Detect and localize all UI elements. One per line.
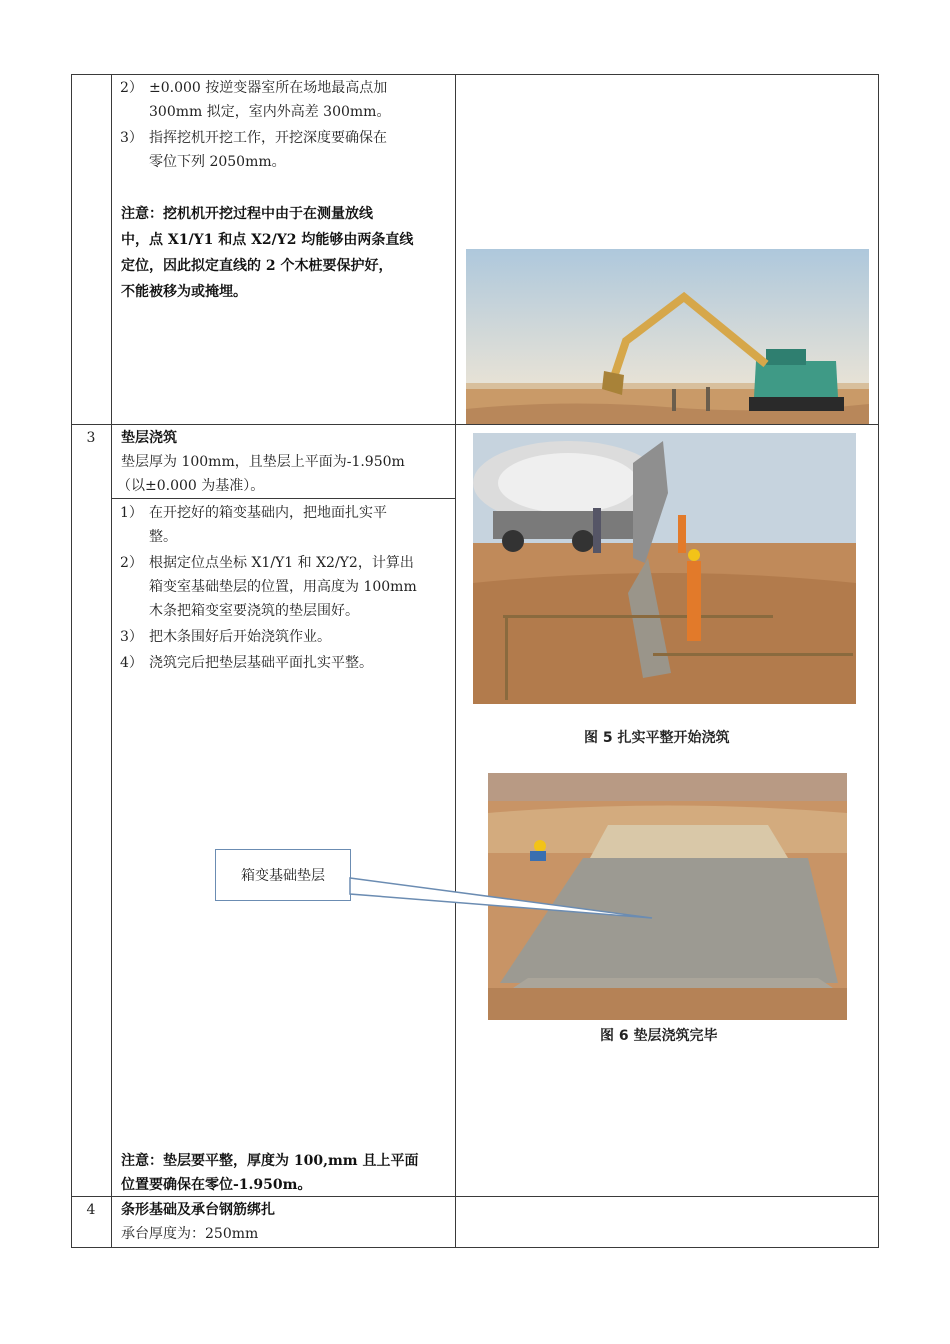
row3-step-2-line3: 木条把箱变室要浇筑的垫层围好。 <box>149 603 359 619</box>
row2-step-3-marker: 3） <box>120 130 143 146</box>
row3-step-1-line2: 整。 <box>149 529 177 545</box>
row2-note-line2: 中，点 X1/Y1 和点 X2/Y2 均能够由两条直线 <box>121 232 414 248</box>
row3-note-line2: 位置要确保在零位-1.950m。 <box>121 1177 312 1193</box>
row3-step-3-line1: 把木条围好后开始浇筑作业。 <box>149 629 331 645</box>
table-border-bottom <box>71 1247 879 1248</box>
col-divider-1 <box>111 74 112 1248</box>
table-border-row3 <box>71 424 879 425</box>
row3-title: 垫层浇筑 <box>121 430 177 446</box>
row2-step-3-line2: 零位下列 2050mm。 <box>149 154 286 170</box>
row4-desc: 承台厚度为：250mm <box>121 1226 259 1242</box>
table-border-top <box>71 74 879 75</box>
concrete-pouring-photo <box>473 433 856 704</box>
row3-step-1-line1: 在开挖好的箱变基础内，把地面扎实平 <box>149 505 387 521</box>
row4-title: 条形基础及承台钢筋绑扎 <box>121 1202 275 1218</box>
row2-note-line1: 注意：挖机机开挖过程中由于在测量放线 <box>121 206 373 222</box>
row3-step-2-line1: 根据定位点坐标 X1/Y1 和 X2/Y2，计算出 <box>149 555 414 571</box>
row2-step-2-marker: 2） <box>120 80 143 96</box>
table-border-left <box>71 74 72 1248</box>
row2-step-2-line2: 300mm 拟定，室内外高差 300mm。 <box>149 104 391 120</box>
row2-step-3-line1: 指挥挖机开挖工作，开挖深度要确保在 <box>149 130 387 146</box>
row3-note-line1: 注意：垫层要平整，厚度为 100,mm 且上平面 <box>121 1153 419 1169</box>
row4-number: 4 <box>86 1202 96 1218</box>
row3-step-3-marker: 3） <box>120 629 143 645</box>
row3-step-4-marker: 4） <box>120 655 143 671</box>
figure-5-caption: 图 5 扎实平整开始浇筑 <box>584 730 730 746</box>
row3-step-2-line2: 箱变室基础垫层的位置，用高度为 100mm <box>149 579 417 595</box>
row2-note-line4: 不能被移为或掩埋。 <box>121 284 247 300</box>
row2-step-2-line1: ±0.000 按逆变器室所在场地最高点加 <box>149 80 388 96</box>
callout-box <box>215 849 351 901</box>
row2-note-line3: 定位，因此拟定直线的 2 个木桩要保护好， <box>121 258 393 274</box>
row3-desc-line2: （以±0.000 为基准）。 <box>117 478 265 494</box>
row3-desc-line1: 垫层厚为 100mm，且垫层上平面为-1.950m <box>121 454 405 470</box>
figure-6-caption: 图 6 垫层浇筑完毕 <box>600 1028 718 1044</box>
callout-pointer <box>340 868 660 928</box>
callout-label: 箱变基础垫层 <box>241 868 325 884</box>
excavator-photo <box>466 249 869 424</box>
row3-step-2-marker: 2） <box>120 555 143 571</box>
row3-step-1-marker: 1） <box>120 505 143 521</box>
row3-step-4-line1: 浇筑完后把垫层基础平面扎实平整。 <box>149 655 373 671</box>
inner-divider-row3 <box>111 498 455 499</box>
table-border-right <box>878 74 879 1248</box>
row3-number: 3 <box>86 430 96 446</box>
col-divider-2 <box>455 74 456 1248</box>
